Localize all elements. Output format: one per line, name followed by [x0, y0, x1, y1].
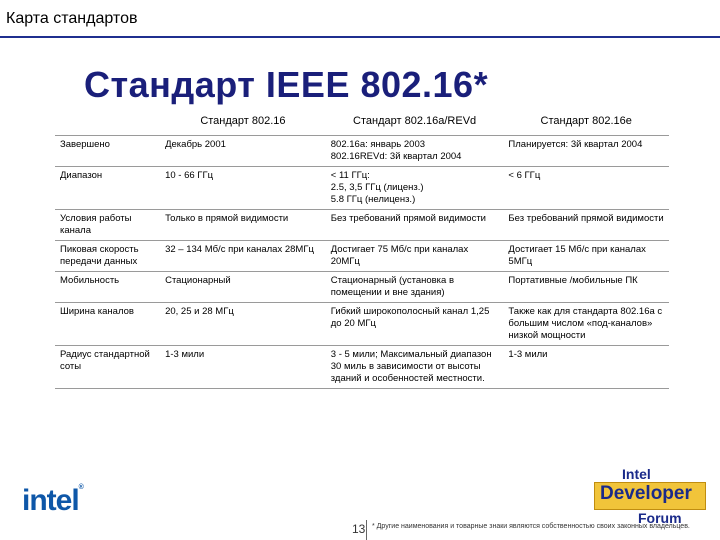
- header-rule: [0, 36, 720, 38]
- section-title: Карта стандартов: [6, 10, 138, 27]
- col-header-empty: [55, 112, 160, 136]
- cell-802-16a: < 11 ГГц: 2.5, 3,5 ГГц (лиценз.) 5.8 ГГц (нелиценз.): [326, 167, 504, 210]
- cell-802-16a: Стационарный (установка в помещении и вне здания): [326, 272, 504, 303]
- table-row: [55, 210, 669, 241]
- intel-logo: [22, 484, 83, 518]
- cell-802-16e: Также как для стандарта 802.16a с большим числом «под-каналов» низкой мощности: [503, 303, 669, 346]
- intel-logo-mark: ®: [78, 484, 83, 491]
- cell-802-16e: Портативные /мобильные ПК: [503, 272, 669, 303]
- row-label: Условия работы канала: [55, 210, 160, 241]
- row-label: Радиус стандартной соты: [55, 346, 160, 389]
- cell-802-16a: 802.16a: январь 2003 802.16REVd: 3й квартал 2004: [326, 136, 504, 167]
- idf-logo-line2: Developer: [600, 483, 692, 504]
- slide-title: Стандарт IEEE 802.16*: [84, 64, 489, 105]
- footnote: * Другие наименования и товарные знаки являются собственностью своих законных владельцев.: [372, 523, 690, 530]
- row-label: Завершено: [55, 136, 160, 167]
- cell-802-16a: Гибкий широкополосный канал 1,25 до 20 МГц: [326, 303, 504, 346]
- cell-802-16e: Достигает 15 Мб/с при каналах 5МГц: [503, 241, 669, 272]
- table-row: [55, 346, 669, 389]
- idf-logo-line1: Intel: [622, 466, 651, 482]
- cell-802-16a: Достигает 75 Мб/с при каналах 20МГц: [326, 241, 504, 272]
- row-label: Диапазон: [55, 167, 160, 210]
- table-header-row: [55, 112, 669, 136]
- col-header-802-16e: Стандарт 802.16e: [540, 115, 632, 127]
- table-row: [55, 241, 669, 272]
- cell-802-16: Только в прямой видимости: [160, 210, 326, 241]
- row-label: Мобильность: [55, 272, 160, 303]
- page-number: 13: [352, 522, 366, 536]
- cell-802-16e: Без требований прямой видимости: [503, 210, 669, 241]
- cell-802-16a: Без требований прямой видимости: [326, 210, 504, 241]
- row-label: Ширина каналов: [55, 303, 160, 346]
- table-row: [55, 167, 669, 210]
- cell-802-16: 10 - 66 ГГц: [160, 167, 326, 210]
- col-header-802-16a: Стандарт 802.16a/REVd: [353, 115, 477, 127]
- cell-802-16e: Планируется: 3й квартал 2004: [503, 136, 669, 167]
- col-header-802-16: Стандарт 802.16: [200, 115, 286, 127]
- intel-logo-text: intel: [22, 484, 79, 517]
- cell-802-16: 32 – 134 Мб/с при каналах 28МГц: [160, 241, 326, 272]
- table-row: [55, 303, 669, 346]
- cell-802-16: 1-3 мили: [160, 346, 326, 389]
- cell-802-16a: 3 - 5 мили; Максимальный диапазон 30 миль в зависимости от высоты зданий и особенностей местности.: [326, 346, 504, 389]
- cell-802-16: Декабрь 2001: [160, 136, 326, 167]
- footer-separator: [366, 520, 367, 540]
- table-row: [55, 136, 669, 167]
- cell-802-16: Стационарный: [160, 272, 326, 303]
- idf-logo-line3: Forum: [638, 510, 682, 526]
- cell-802-16: 20, 25 и 28 МГц: [160, 303, 326, 346]
- cell-802-16e: 1-3 мили: [503, 346, 669, 389]
- table-row: [55, 272, 669, 303]
- row-label: Пиковая скорость передачи данных: [55, 241, 160, 272]
- standards-table: [55, 112, 669, 389]
- cell-802-16e: < 6 ГГц: [503, 167, 669, 210]
